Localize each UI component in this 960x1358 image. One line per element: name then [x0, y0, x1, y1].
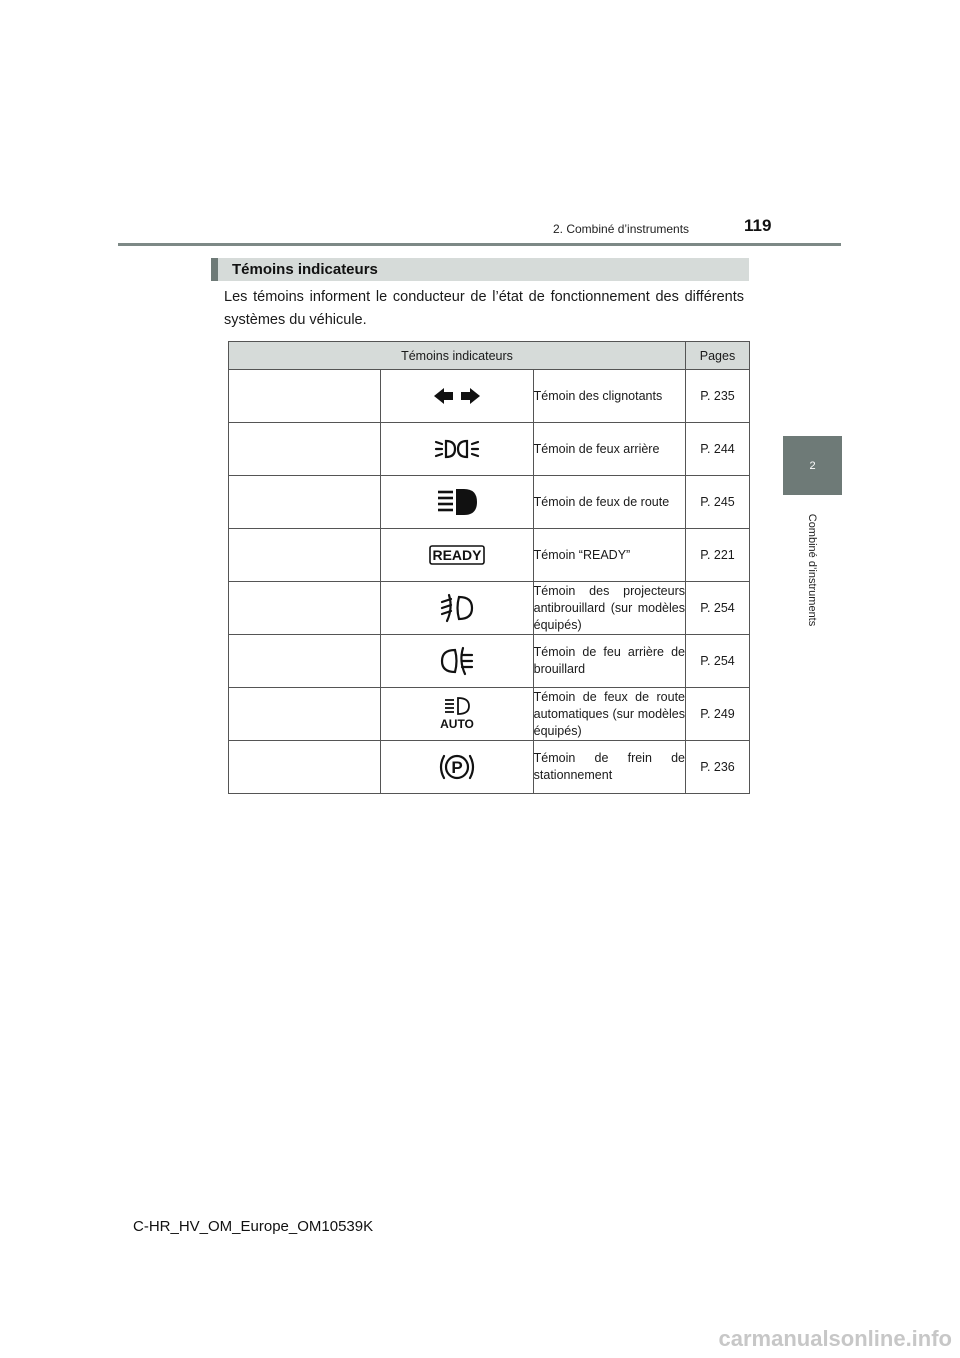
- ready-icon-text: READY: [432, 547, 482, 563]
- table-row: [229, 741, 750, 794]
- auto-high-beam-icon: [381, 688, 533, 741]
- intro-paragraph: Les témoins informent le conducteur de l’état de fonctionnement des différents systèmes du véhicule.: [224, 289, 744, 328]
- parking-icon-text: P: [451, 758, 463, 777]
- row-page-link[interactable]: P. 236: [686, 741, 750, 794]
- indicators-table: [228, 341, 750, 794]
- table-header-row: [229, 342, 750, 370]
- header-rule: [118, 243, 841, 246]
- table-row: [229, 370, 750, 423]
- table-row: [229, 688, 750, 741]
- parking-brake-icon: [381, 741, 533, 794]
- header-indicators: Témoins indicateurs: [229, 342, 686, 370]
- row-page-link[interactable]: P. 254: [686, 635, 750, 688]
- ready-icon: [381, 529, 533, 582]
- table-row: [229, 476, 750, 529]
- section-heading-bar: [211, 258, 749, 281]
- row-page-link[interactable]: P. 249: [686, 688, 750, 741]
- section-title: Témoins indicateurs: [232, 261, 378, 278]
- chapter-number: 2: [809, 459, 816, 472]
- document-reference: C-HR_HV_OM_Europe_OM10539K: [133, 1218, 374, 1235]
- table-row: [229, 529, 750, 582]
- table-row: [229, 423, 750, 476]
- row-description: Témoin de feu arrière de brouillard: [533, 635, 685, 688]
- high-beam-icon: [381, 476, 533, 529]
- row-page-link[interactable]: P. 254: [686, 582, 750, 635]
- row-description: Témoin des clignotants: [533, 370, 685, 423]
- chapter-label: Combiné d’instruments: [806, 513, 818, 627]
- row-description: Témoin des projecteurs antibrouillard (sur modèles équipés): [533, 582, 685, 635]
- tail-light-icon: [381, 423, 533, 476]
- watermark: carmanualsonline.info: [718, 1326, 952, 1351]
- row-description: Témoin de frein de stationnement: [533, 741, 685, 794]
- row-description: Témoin de feux de route: [533, 476, 685, 529]
- rear-fog-light-icon: [381, 635, 533, 688]
- header-pages: Pages: [686, 342, 750, 370]
- table-row: [229, 635, 750, 688]
- front-fog-light-icon: [381, 582, 533, 635]
- header-section-title: 2. Combiné d’instruments: [553, 222, 690, 236]
- page-number: 119: [744, 216, 772, 235]
- row-description: Témoin de feux arrière: [533, 423, 685, 476]
- row-description: Témoin de feux de route automatiques (sur modèles équipés): [533, 688, 685, 741]
- row-page-link[interactable]: P. 235: [686, 370, 750, 423]
- row-description: Témoin “READY”: [533, 529, 685, 582]
- row-page-link[interactable]: P. 244: [686, 423, 750, 476]
- auto-icon-text: AUTO: [440, 717, 474, 731]
- row-page-link[interactable]: P. 221: [686, 529, 750, 582]
- row-page-link[interactable]: P. 245: [686, 476, 750, 529]
- turn-signal-arrows-icon: [381, 370, 533, 423]
- table-row: [229, 582, 750, 635]
